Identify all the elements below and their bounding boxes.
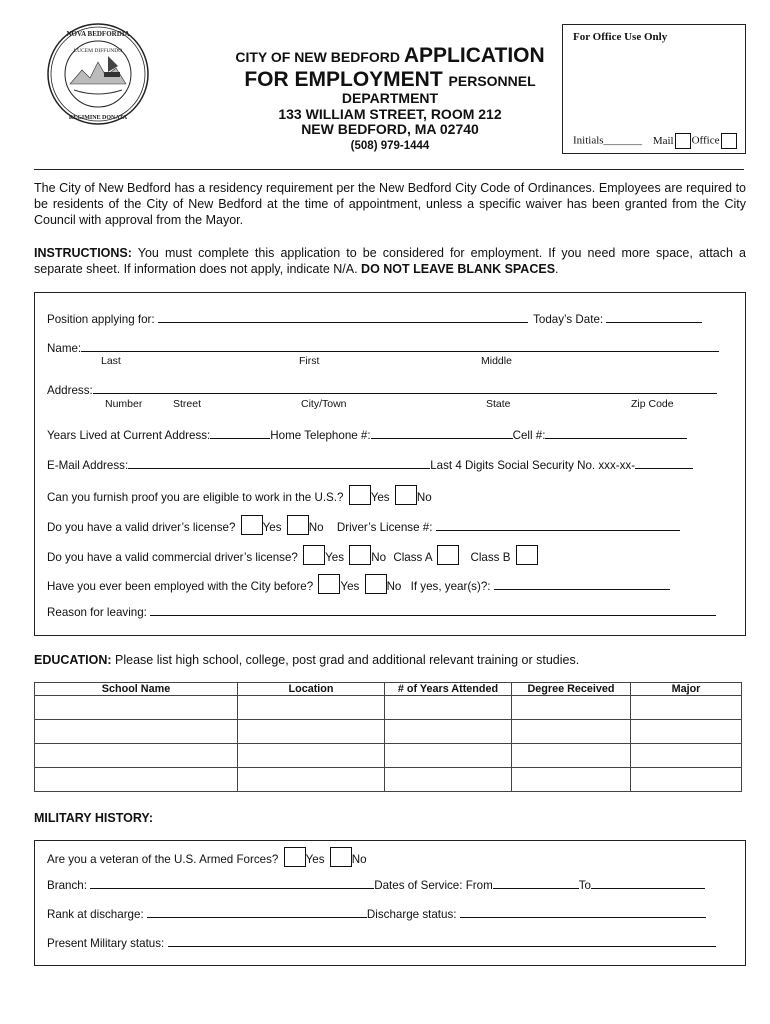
col-major: Major [631,683,742,696]
veteran-no-checkbox[interactable] [330,847,352,867]
personal-info-section [34,292,746,636]
cdl-no-checkbox[interactable] [349,545,371,565]
table-cell[interactable] [35,744,238,768]
title-employment: FOR EMPLOYMENT [244,67,443,91]
cdl-row: Do you have a valid commercial driver’s license? Yes No Class A Class B [47,545,538,565]
branch-row: Branch: Dates of Service: From To [47,877,705,892]
rank-input[interactable] [147,906,367,918]
class-a-checkbox[interactable] [437,545,459,565]
title-street: 133 WILLIAM STREET, ROOM 212 [278,105,502,122]
table-cell[interactable] [238,720,385,744]
present-status-input[interactable] [168,935,716,947]
table-cell[interactable] [631,720,742,744]
table-cell[interactable] [238,768,385,792]
office-checkbox[interactable] [721,133,737,149]
reason-input[interactable] [150,604,716,616]
cdl-yes-checkbox[interactable] [303,545,325,565]
employed-no-checkbox[interactable] [365,574,387,594]
present-status-row: Present Military status: [47,935,716,950]
license-row: Do you have a valid driver’s license? Yes No Driver’s License #: [47,515,680,535]
instructions-label: INSTRUCTIONS: [34,246,132,260]
education-label: EDUCATION: [34,653,112,667]
cell-input[interactable] [545,427,687,439]
application-title [170,44,610,153]
address-input[interactable] [93,382,717,394]
education-text: Please list high school, college, post grad and additional relevant training or studies. [111,653,580,667]
table-cell[interactable] [512,744,631,768]
svg-text:LUCEM DIFFUNDO: LUCEM DIFFUNDO [73,48,123,54]
instructions-text: You must complete this application to be considered for employment. If you need more space, attach a separate sheet. If information does not apply, indicate N/A. [34,246,746,276]
years-lived-input[interactable] [210,427,270,439]
reason-row: Reason for leaving: [47,604,716,619]
col-location: Location [238,683,385,696]
education-heading [34,653,579,667]
addr-city-label: City/Town [301,398,347,410]
veteran-yes-checkbox[interactable] [284,847,306,867]
position-row: Position applying for: Today’s Date: [47,311,702,326]
proof-no-checkbox[interactable] [395,485,417,505]
initials-field[interactable]: Initials_______ [573,134,643,147]
addr-state-label: State [486,398,511,410]
email-input[interactable] [128,457,430,469]
branch-input[interactable] [90,877,374,889]
table-cell[interactable] [238,744,385,768]
employed-before-row: Have you ever been employed with the City before? Yes No If yes, year(s)?: [47,574,670,594]
position-input[interactable] [158,311,528,323]
dates-to-input[interactable] [591,877,705,889]
name-last-label: Last [101,355,121,367]
military-heading: MILITARY HISTORY: [34,811,153,825]
addr-number-label: Number [105,398,143,410]
employed-years-input[interactable] [494,578,670,590]
office-label: Office [691,134,720,147]
address-row: Address: [47,382,717,397]
name-row: Name: [47,340,719,355]
home-phone-input[interactable] [371,427,513,439]
table-cell[interactable] [512,720,631,744]
title-city: CITY OF NEW BEDFORD [235,49,400,65]
office-use-box [562,24,746,154]
dates-from-input[interactable] [493,877,579,889]
office-use-row [573,133,738,149]
title-city-state: NEW BEDFORD, MA 02740 [301,121,479,138]
instructions-emphasis: DO NOT LEAVE BLANK SPACES [361,262,556,276]
header-divider [34,169,744,170]
todays-date-input[interactable] [606,311,702,323]
table-cell[interactable] [385,744,512,768]
table-cell[interactable] [35,720,238,744]
residency-paragraph: The City of New Bedford has a residency requirement per the New Bedford City Code of Ordinances. Employees are required to be residents of the City of New Bedford at the time of appointment, unless a specific waiver has been granted from the City Council with approval from the Mayor. [34,181,746,227]
name-first-label: First [299,355,320,367]
veteran-row: Are you a veteran of the U.S. Armed Forces? Yes No [47,847,367,867]
table-row [35,720,742,744]
name-middle-label: Middle [481,355,512,367]
mail-label: Mail [652,134,674,147]
table-cell[interactable] [35,768,238,792]
name-input[interactable] [81,340,719,352]
col-degree: Degree Received [512,683,631,696]
table-cell[interactable] [238,696,385,720]
title-phone: (508) 979-1444 [350,140,430,153]
license-no-checkbox[interactable] [287,515,309,535]
table-cell[interactable] [385,696,512,720]
table-cell[interactable] [631,696,742,720]
rank-row: Rank at discharge: Discharge status: [47,906,706,921]
residence-phone-row: Years Lived at Current Address: Home Telephone #: Cell #: [47,427,687,442]
email-ssn-row: E-Mail Address: Last 4 Digits Social Security No. xxx-xx- [47,457,693,472]
title-application: APPLICATION [403,44,545,67]
svg-text:NOVA BEDFORDIA: NOVA BEDFORDIA [66,30,130,38]
mail-checkbox[interactable] [675,133,691,149]
class-b-checkbox[interactable] [516,545,538,565]
svg-text:REGIMINE DONATA: REGIMINE DONATA [68,115,128,121]
proof-row: Can you furnish proof you are eligible to work in the U.S.? Yes No [47,485,432,505]
addr-zip-label: Zip Code [631,398,674,410]
addr-street-label: Street [173,398,202,410]
title-department: DEPARTMENT [341,90,439,107]
title-personnel: PERSONNEL [448,72,536,89]
table-cell[interactable] [35,696,238,720]
proof-yes-checkbox[interactable] [349,485,371,505]
table-cell[interactable] [631,744,742,768]
table-row [35,696,742,720]
office-use-title: For Office Use Only [573,31,668,43]
table-cell[interactable] [385,720,512,744]
table-cell[interactable] [631,768,742,792]
table-cell[interactable] [385,768,512,792]
col-years-attended: # of Years Attended [385,683,512,696]
table-row [35,768,742,792]
employed-yes-checkbox[interactable] [318,574,340,594]
table-cell[interactable] [512,696,631,720]
city-seal [46,22,150,126]
education-header-row [35,683,742,696]
table-row [35,744,742,768]
col-school-name: School Name [35,683,238,696]
education-table [34,682,742,792]
discharge-status-input[interactable] [460,906,706,918]
license-yes-checkbox[interactable] [241,515,263,535]
table-cell[interactable] [512,768,631,792]
license-number-input[interactable] [436,519,680,531]
military-section [34,840,746,966]
instructions-paragraph: INSTRUCTIONS: You must complete this application to be considered for employment. If you need more space, attach a separate sheet. If information does not apply, indicate N/A. DO NOT LEAVE BLANK SPACES. [34,246,746,276]
ssn-input[interactable] [635,457,693,469]
